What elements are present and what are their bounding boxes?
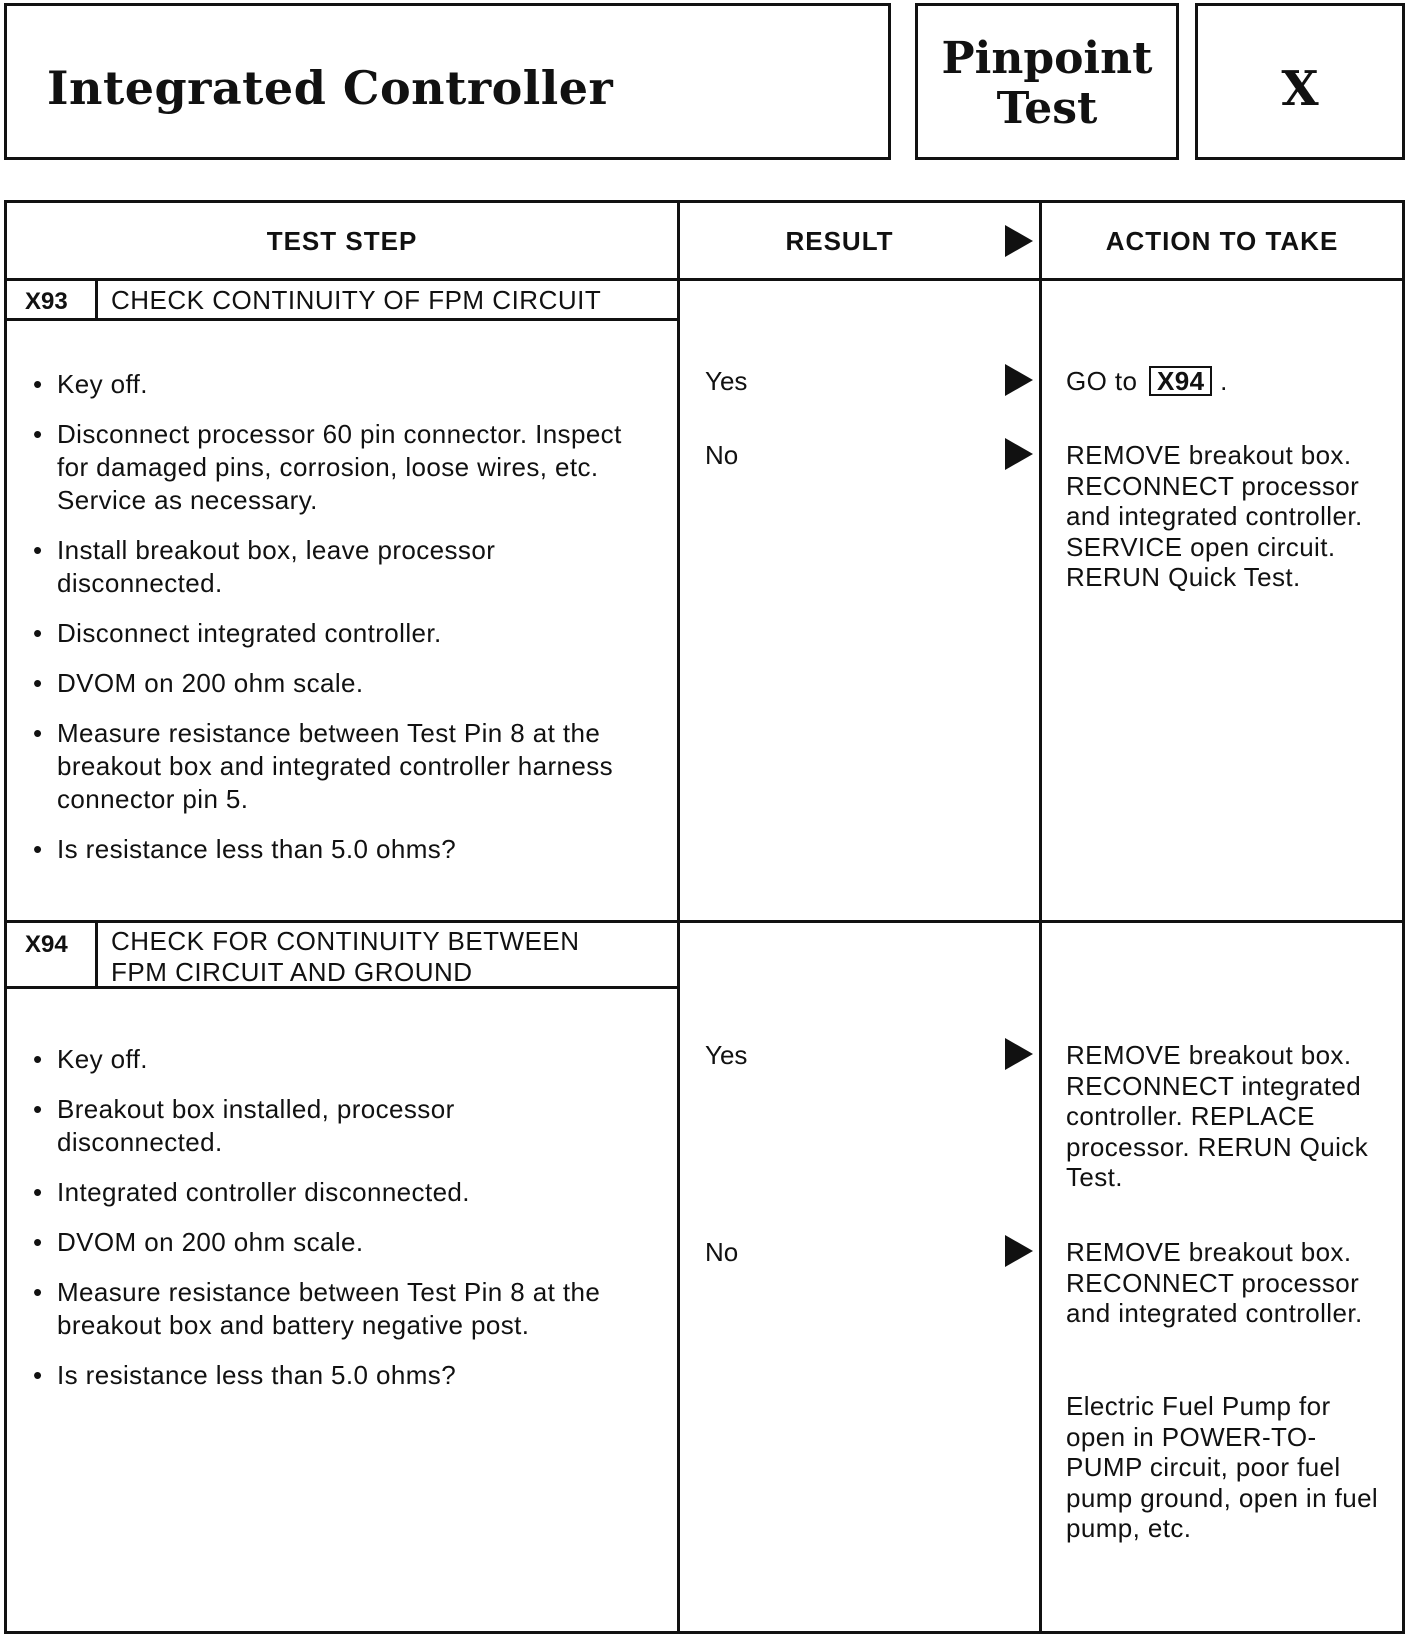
instruction-item: • Integrated controller disconnected.	[33, 1176, 643, 1209]
instruction-item: • DVOM on 200 ohm scale.	[33, 1226, 643, 1259]
instruction-item: • DVOM on 200 ohm scale.	[33, 667, 633, 700]
action-go-to-suffix: .	[1220, 366, 1228, 396]
step-id-divider	[95, 278, 98, 320]
column-divider	[677, 203, 680, 1631]
column-header-result-label: RESULT	[785, 225, 894, 256]
column-header-result	[680, 203, 1039, 279]
step-title-line1: CHECK FOR CONTINUITY BETWEEN	[111, 926, 580, 956]
pinpoint-table	[4, 200, 1405, 1634]
instruction-item: • Disconnect processor 60 pin connector. Inspect for damaged pins, corrosion, loose wires, etc. Service as necessary.	[33, 418, 633, 517]
action-note: Electric Fuel Pump for open in POWER-TO-PUMP circuit, poor fuel pump ground, open in fuel pump, etc.	[1066, 1391, 1379, 1543]
page-title: Integrated Controller	[47, 61, 614, 115]
arrow-right-icon	[1005, 364, 1033, 396]
test-type-label	[918, 34, 1176, 134]
step-reference: X94	[1149, 366, 1212, 396]
column-header-test-step: TEST STEP	[266, 225, 418, 256]
action-text: REMOVE breakout box. RECONNECT processor and integrated controller. SERVICE open circuit. RERUN Quick Test.	[1066, 440, 1363, 592]
instruction-item: • Install breakout box, leave processor disconnected.	[33, 534, 633, 600]
action-go-to-label: GO to	[1066, 366, 1138, 396]
title-box	[4, 3, 891, 160]
test-type-line1: Pinpoint	[941, 33, 1153, 84]
result-no: No	[705, 1237, 739, 1267]
step-title	[111, 926, 580, 988]
result-no: No	[705, 440, 739, 470]
arrow-right-icon	[1005, 438, 1033, 470]
test-code: X	[1281, 61, 1319, 117]
instruction-item: • Is resistance less than 5.0 ohms?	[33, 1359, 643, 1392]
column-divider	[1039, 203, 1042, 1631]
action-go-to	[1066, 366, 1386, 397]
result-yes: Yes	[705, 366, 748, 396]
instruction-item: • Breakout box installed, processor disconnected.	[33, 1093, 643, 1159]
arrow-right-icon	[1005, 1235, 1033, 1267]
column-header-action: ACTION TO TAKE	[1105, 225, 1339, 256]
row-divider	[7, 920, 1402, 923]
step-instructions	[33, 1043, 643, 1409]
test-type-line2: Test	[996, 83, 1098, 134]
test-code-box	[1195, 3, 1405, 160]
test-type-box	[915, 3, 1179, 160]
action-text: REMOVE breakout box. RECONNECT integrated controller. REPLACE processor. RERUN Quick Test.	[1066, 1040, 1369, 1192]
action-text: REMOVE breakout box. RECONNECT processor and integrated controller.	[1066, 1237, 1363, 1328]
arrow-right-icon	[1005, 225, 1033, 257]
instruction-item: • Key off.	[33, 368, 633, 401]
instruction-item: • Is resistance less than 5.0 ohms?	[33, 833, 633, 866]
instruction-item: • Disconnect integrated controller.	[33, 617, 633, 650]
instruction-item: • Key off.	[33, 1043, 643, 1076]
step-title-divider	[7, 318, 677, 321]
step-id: X93	[25, 288, 68, 315]
result-yes: Yes	[705, 1040, 748, 1070]
step-title-line2: FPM CIRCUIT AND GROUND	[111, 957, 473, 987]
step-instructions	[33, 368, 633, 883]
instruction-item: • Measure resistance between Test Pin 8 at the breakout box and battery negative post.	[33, 1276, 643, 1342]
step-id: X94	[25, 931, 68, 958]
step-title: CHECK CONTINUITY OF FPM CIRCUIT	[111, 285, 602, 315]
instruction-item: • Measure resistance between Test Pin 8 at the breakout box and integrated controller harness connector pin 5.	[33, 717, 633, 816]
step-id-divider	[95, 920, 98, 988]
arrow-right-icon	[1005, 1038, 1033, 1070]
